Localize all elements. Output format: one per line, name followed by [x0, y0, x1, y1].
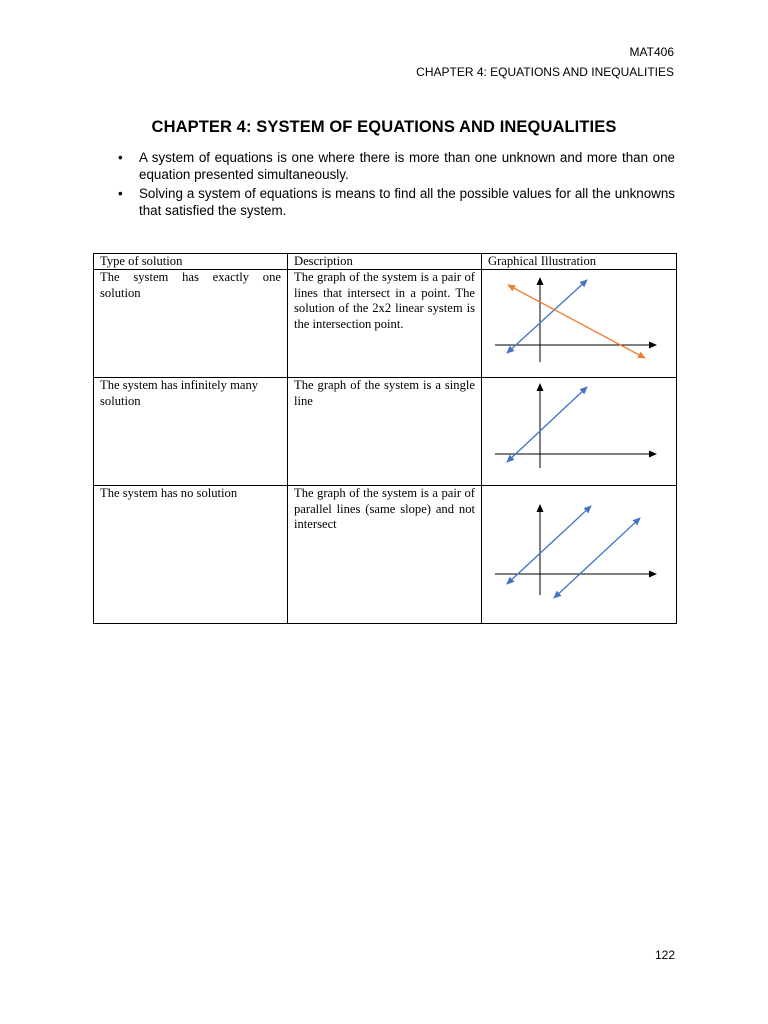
description-cell: The graph of the system is a pair of parallel lines (same slope) and not intersect: [288, 486, 482, 624]
type-cell: The system has infinitely many solution: [94, 378, 288, 486]
table-row: [94, 270, 677, 378]
bullet-text: A system of equations is one where there is more than one unknown and more than one equation presented simultaneously.: [139, 150, 675, 182]
table-row: [94, 378, 677, 486]
blue-line-right: [554, 518, 640, 598]
chapter-title: CHAPTER 4: SYSTEM OF EQUATIONS AND INEQUALITIES: [151, 118, 617, 136]
illustration-cell: [482, 486, 677, 624]
bullet-text: Solving a system of equations is means to find all the possible values for all the unknowns that satisfied the system.: [139, 186, 675, 218]
parallel-lines-graph: [482, 486, 676, 623]
type-cell: The system has exactly one solution: [94, 270, 288, 378]
chapter-label: CHAPTER 4: EQUATIONS AND INEQUALITIES: [416, 65, 674, 79]
single-line-graph: [482, 378, 676, 485]
bullet-item: [118, 149, 675, 183]
page-number: 122: [654, 948, 675, 962]
bullet-item: [118, 185, 675, 219]
solution-types-table: [93, 253, 677, 624]
table-header-row: [94, 254, 677, 270]
illustration-cell: [482, 270, 677, 378]
blue-line-left: [507, 506, 591, 584]
table-row: [94, 486, 677, 624]
page-header: [416, 42, 674, 82]
description-cell: The graph of the system is a single line: [288, 378, 482, 486]
header-type: Type of solution: [94, 254, 288, 270]
bullet-icon: •: [118, 186, 123, 201]
header-description: Description: [288, 254, 482, 270]
intersecting-lines-graph: [482, 270, 676, 377]
bullet-icon: •: [118, 150, 123, 165]
illustration-cell: [482, 378, 677, 486]
bullet-list: [118, 149, 675, 221]
course-code: MAT406: [629, 45, 674, 59]
header-illustration: Graphical Illustration: [482, 254, 677, 270]
type-cell: The system has no solution: [94, 486, 288, 624]
description-cell: The graph of the system is a pair of lines that intersect in a point. The solution of the 2x2 linear system is the intersection point.: [288, 270, 482, 378]
orange-line: [508, 285, 645, 358]
blue-line: [507, 387, 587, 462]
